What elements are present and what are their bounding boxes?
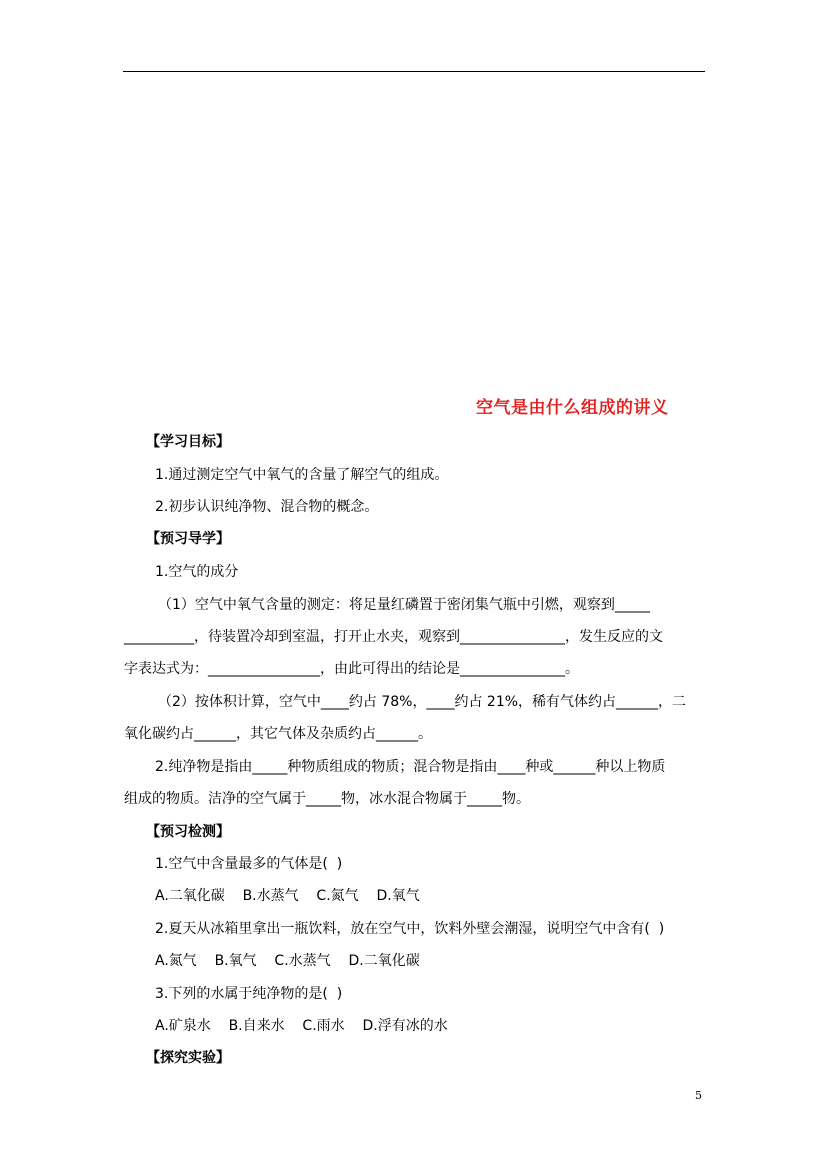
section-heading-preview: 【预习导学】 [146, 531, 230, 547]
preview-item-1-title: 1.空气的成分 [155, 564, 239, 580]
question-1: 1.空气中含量最多的气体是( ) [155, 856, 343, 872]
preview-paragraph-1-line-3: 字表达式为：________________，由此可得出的结论是_______________。 [124, 661, 579, 677]
goal-item-2: 2.初步认识纯净物、混合物的概念。 [155, 499, 379, 515]
header-rule [123, 71, 705, 72]
preview-paragraph-1-line-1: （1）空气中氧气含量的测定：将足量红磷置于密闭集气瓶中引燃，观察到_____ [158, 597, 650, 613]
question-3: 3.下列的水属于纯净物的是( ) [155, 986, 343, 1002]
preview-paragraph-2-line-1: （2）按体积计算，空气中____约占 78%，____约占 21%，稀有气体约占______，二 [158, 694, 687, 710]
page-number: 5 [695, 1089, 702, 1102]
question-3-options: A.矿泉水 B.自来水 C.雨水 D.浮有冰的水 [155, 1018, 448, 1034]
question-2: 2.夏天从冰箱里拿出一瓶饮料，放在空气中，饮料外壁会潮湿，说明空气中含有( ) [155, 921, 665, 937]
section-heading-check: 【预习检测】 [146, 824, 230, 840]
question-1-options: A.二氧化碳 B.水蒸气 C.氮气 D.氧气 [155, 888, 420, 904]
section-heading-goals: 【学习目标】 [146, 434, 230, 450]
preview-item-2-line-1: 2.纯净物是指由_____种物质组成的物质；混合物是指由____种或______种以上物质 [155, 759, 666, 775]
section-heading-explore: 【探究实验】 [146, 1050, 230, 1066]
goal-item-1: 1.通过测定空气中氧气的含量了解空气的组成。 [155, 467, 449, 483]
question-2-options: A.氮气 B.氧气 C.水蒸气 D.二氧化碳 [155, 953, 420, 969]
preview-item-2-line-2: 组成的物质。洁净的空气属于_____物，冰水混合物属于_____物。 [124, 791, 530, 807]
preview-paragraph-2-line-2: 氧化碳约占______，其它气体及杂质约占______。 [124, 726, 432, 742]
document-title: 空气是由什么组成的讲义 [476, 398, 669, 418]
preview-paragraph-1-line-2: __________，待装置冷却到室温，打开止水夹，观察到_______________，发生反应的文 [124, 629, 663, 645]
